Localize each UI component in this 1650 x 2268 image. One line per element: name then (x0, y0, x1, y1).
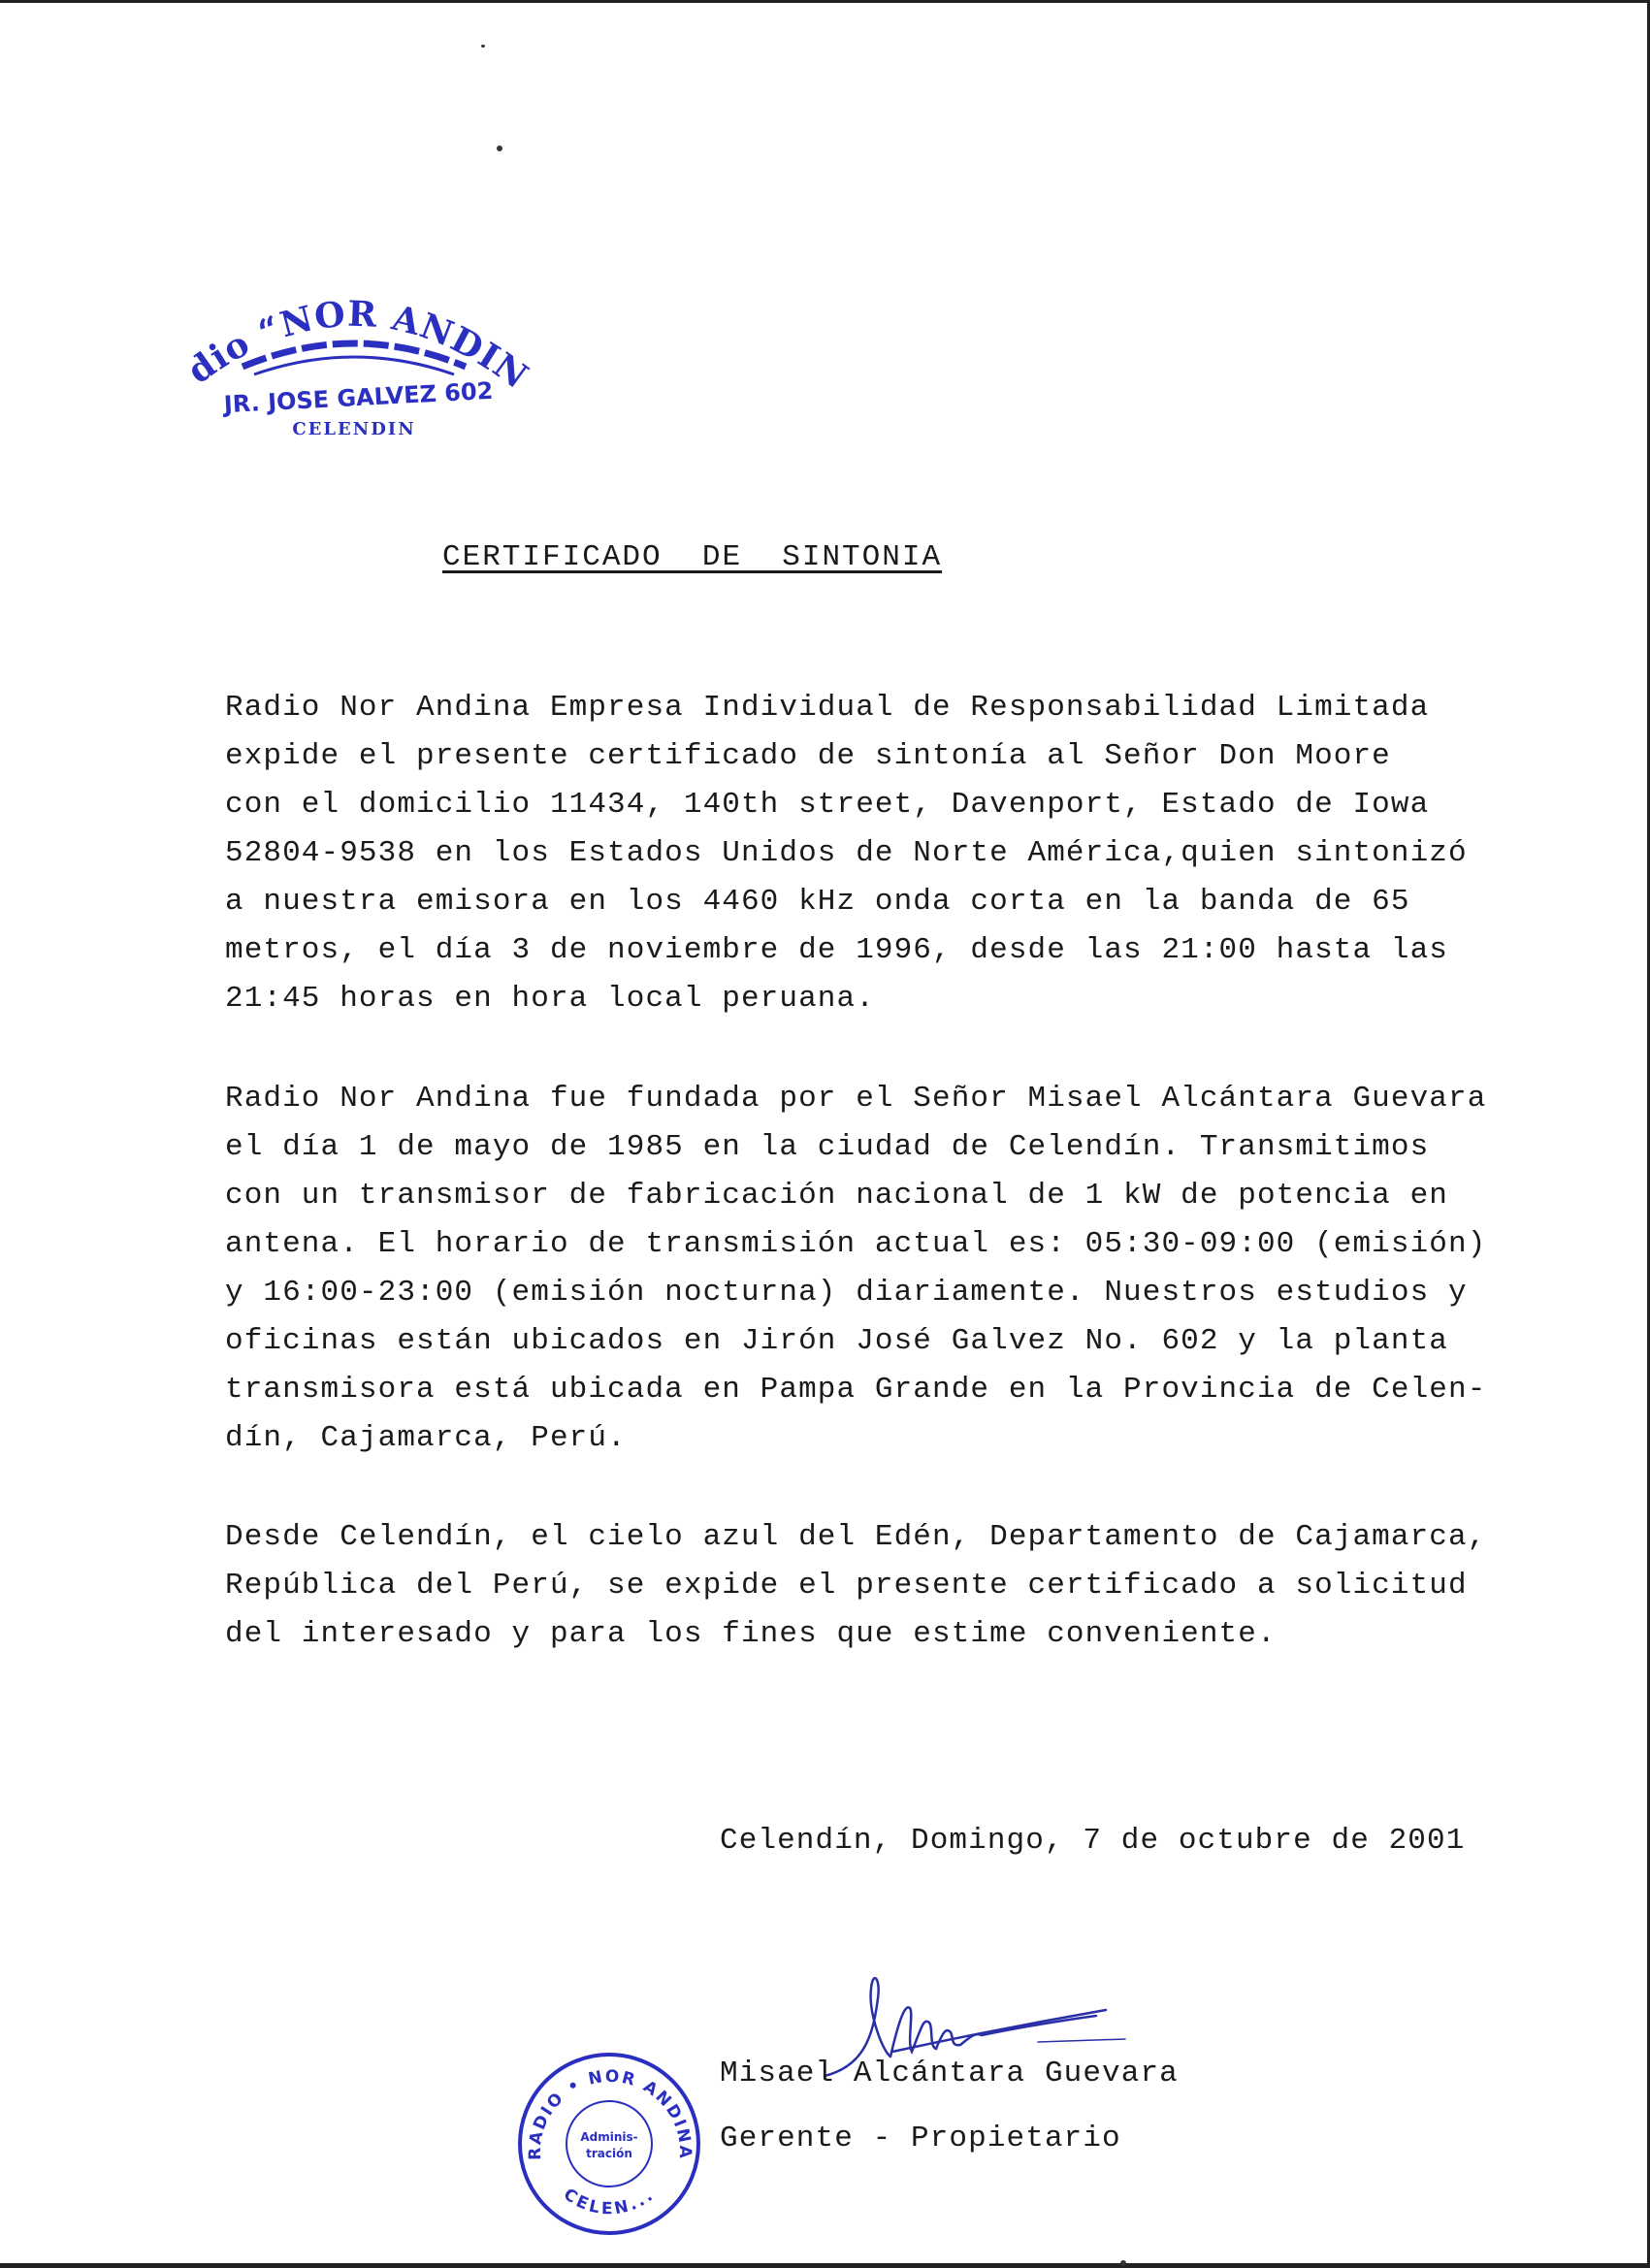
paragraph-line: Desde Celendín, el cielo azul del Edén, Departamento de Cajamarca, (225, 1520, 1487, 1554)
paragraph-line: 21:45 horas en hora local peruana. (225, 982, 875, 1016)
paragraph-line: antena. El horario de transmisión actual es: 05:30-09:00 (emisión) (225, 1227, 1487, 1261)
letterhead-banner-rule (254, 357, 454, 374)
paragraph-line: metros, el día 3 de noviembre de 1996, desde las 21:00 hasta las (225, 933, 1448, 967)
document-title: CERTIFICADO DE SINTONIA (442, 540, 943, 574)
paragraph-line: transmisora está ubicada en Pampa Grande en la Provincia de Celen- (225, 1373, 1487, 1407)
paragraph-line: a nuestra emisora en los 4460 kHz onda corta en la banda de 65 (225, 885, 1410, 919)
letterhead-stamp (175, 281, 534, 456)
stamp-center-line-2: tración (586, 2147, 632, 2160)
ink-speck (481, 45, 485, 48)
paragraph-line: expide el presente certificado de sintonía al Señor Don Moore (225, 739, 1391, 773)
page-edge-bottom (0, 2263, 1650, 2268)
paragraph-line: el día 1 de mayo de 1985 en la ciudad de Celendín. Transmitimos (225, 1130, 1430, 1164)
paragraph-2 (225, 1075, 1486, 1463)
paragraph-line: dín, Cajamarca, Perú. (225, 1421, 627, 1455)
letterhead-address: JR. JOSE GALVEZ 602 (223, 376, 495, 419)
paragraph-line: con el domicilio 11434, 140th street, Davenport, Estado de Iowa (225, 788, 1430, 822)
paragraph-line: del interesado y para los fines que estime conveniente. (225, 1617, 1277, 1651)
paragraph-1 (225, 684, 1468, 1023)
ink-speck (497, 146, 502, 151)
letterhead-stamp-graphic (175, 281, 534, 456)
paragraph-line: oficinas están ubicados en Jirón José Galvez No. 602 y la planta (225, 1324, 1448, 1358)
place-and-date: Celendín, Domingo, 7 de octubre de 2001 (720, 1824, 1466, 1858)
stamp-center-line-1: Adminis- (580, 2130, 638, 2144)
paragraph-line: con un transmisor de fabricación nacional de 1 kW de potencia en (225, 1179, 1448, 1213)
administration-stamp-graphic (512, 2047, 706, 2241)
administration-stamp (512, 2047, 706, 2241)
letterhead-city: CELENDIN (292, 419, 416, 439)
paragraph-3 (225, 1513, 1486, 1659)
page-edge-top (0, 0, 1650, 3)
signer-name: Misael Alcántara Guevara (720, 2057, 1179, 2090)
stamp-bottom-text: CELEN... (560, 2185, 660, 2219)
paragraph-line: República del Perú, se expide el presente certificado a solicitud (225, 1569, 1468, 1603)
paragraph-line: y 16:00-23:00 (emisión nocturna) diariamente. Nuestros estudios y (225, 1276, 1468, 1310)
letterhead-arc-text: dio “NOR ANDIN (179, 293, 534, 398)
ink-speck (1120, 2260, 1126, 2266)
signer-title: Gerente - Propietario (720, 2122, 1121, 2155)
stamp-ring-text: RADIO • NOR ANDINA (525, 2066, 696, 2160)
paragraph-line: 52804-9538 en los Estados Unidos de Norte América,quien sintonizó (225, 836, 1468, 870)
stamp-inner-ring (566, 2101, 652, 2187)
paragraph-line: Radio Nor Andina Empresa Individual de Responsabilidad Limitada (225, 691, 1430, 725)
paragraph-line: Radio Nor Andina fue fundada por el Señor Misael Alcántara Guevara (225, 1082, 1487, 1116)
